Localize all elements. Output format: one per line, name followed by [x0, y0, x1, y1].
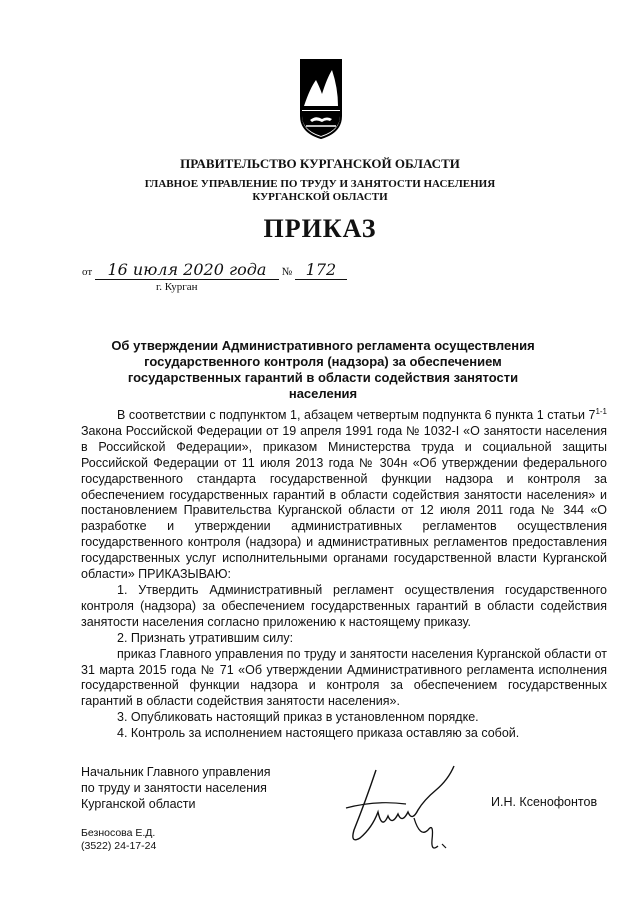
preamble-paragraph: В соответствии с подпунктом 1, абзацем четвертым подпункта 6 пункта 1 статьи 7$^{1-1}$ Закона Российской Федерации от 19 апреля 1991 года № 1032-I «О занятости населения в Российской Федерации», приказом Министерства труда и социальной защиты Российской Федерации от 11 июля 2013 года № 304н «Об утверждении федерального государственного стандарта государственной функции надзора и контроля за обеспечением государственных гарантий в области содействия занятости населения» и постановлением Правительства Курганской области от 12 июля 2011 года № 344 «О разработке и утверждении административных регламентов осуществления государственного контроля (надзора) и административных регламентов предоставления государственных услуг исполнительными органами государственной власти Курганской области» ПРИКАЗЫВАЮ:	[81, 406, 607, 582]
executor-phone: (3522) 24-17-24	[81, 840, 157, 852]
order-subject: Об утверждении Административного регламента осуществления государственного контроля (надзора) за обеспечением государственных гарантий в области содействия занятости населения	[111, 338, 535, 401]
number-prefix: №	[281, 266, 293, 278]
department-name	[0, 178, 640, 204]
order-item-2-text: приказ Главного управления по труду и занятости населения Курганской области от 31 марта 2015 года № 71 «Об утверждении Административного регламента исполнения государственной функции надзора и контроля за обеспечением государственных гарантий в области содействия занятости населения».	[81, 646, 607, 709]
handwritten-signature	[336, 760, 456, 860]
order-number-handwritten: 172	[295, 262, 347, 280]
order-date-number-line	[82, 262, 347, 280]
organization-name: ПРАВИТЕЛЬСТВО КУРГАНСКОЙ ОБЛАСТИ	[180, 156, 460, 171]
article-superscript: 1-1	[595, 406, 607, 416]
coat-of-arms-icon	[300, 58, 342, 140]
order-body	[81, 408, 607, 742]
order-item-3: 3. Опубликовать настоящий приказ в установленном порядке.	[117, 710, 479, 725]
signer-name: И.Н. Ксенофонтов	[491, 795, 598, 809]
order-item-2: 2. Признать утратившим силу:	[117, 630, 294, 645]
order-item-1: 1. Утвердить Административный регламент осуществления государственного контроля (надзора) за обеспечением государственных гарантий в области содействия занятости населения согласно приложению к настоящему приказу.	[81, 582, 607, 629]
order-date-handwritten: 16 июля 2020 года	[95, 262, 279, 280]
executor-name: Безносова Е.Д.	[81, 827, 156, 839]
order-item-4: 4. Контроль за исполнением настоящего приказа оставляю за собой.	[117, 726, 520, 741]
department-name-line1: ГЛАВНОЕ УПРАВЛЕНИЕ ПО ТРУДУ И ЗАНЯТОСТИ НАСЕЛЕНИЯ	[144, 178, 496, 190]
date-prefix: от	[82, 266, 93, 278]
city-label: г. Курган	[156, 281, 198, 293]
department-name-line2: КУРГАНСКОЙ ОБЛАСТИ	[252, 191, 388, 203]
signer-position: Начальник Главного управления по труду и занятости населения Курганской области	[81, 765, 271, 811]
document-type-title: ПРИКАЗ	[263, 214, 377, 243]
executor-contact	[81, 827, 156, 853]
